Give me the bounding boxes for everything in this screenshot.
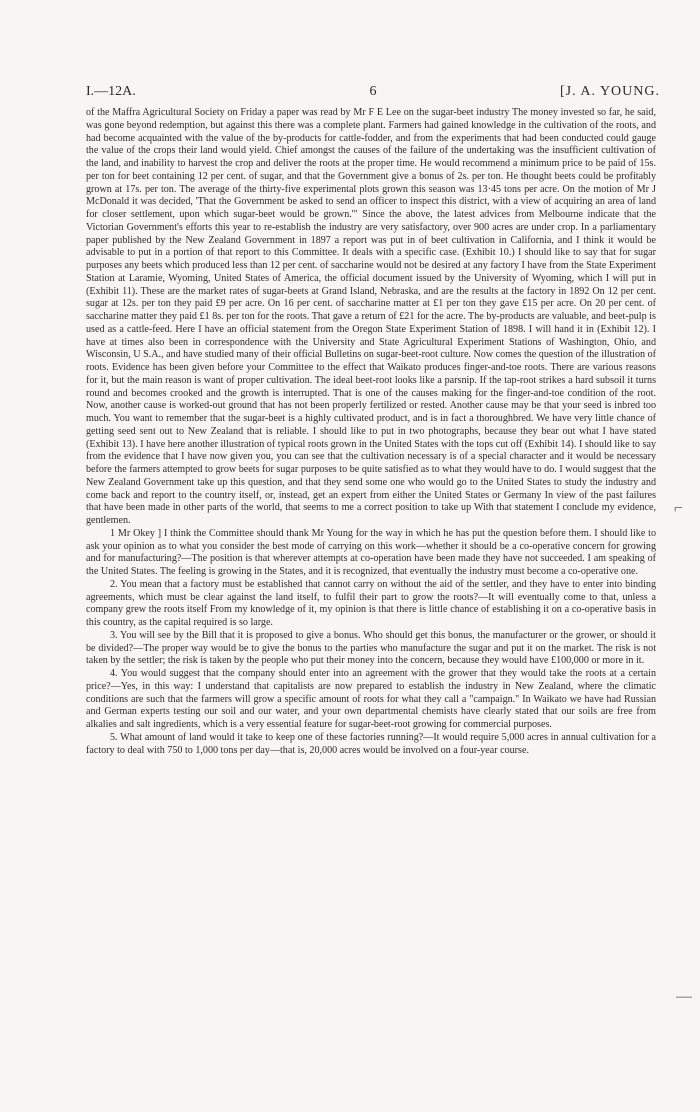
page-header bbox=[86, 84, 660, 104]
question-5: 5. What amount of land would it take to keep one of these factories running?—It would require 5,000 acres in annual cultivation for a factory to deal with 750 to 1,000 tons per day—that is, 20,000 acres would be involved on a four-year course. bbox=[86, 731, 656, 756]
question-1: 1 Mr Okey ] I think the Committee should thank Mr Young for the way in which he has put the question before them. I should like to ask your opinion as to what you consider the best mode of carrying on this work—whether it should be a co-operative concern for growing and for manufacturing?—The position is that wherever attempts at co-operation have been made they have not succeeded. I am speaking of the United States. The feeling is growing in the States, and it is recognized, that eventually the industry must become a co-operative one. bbox=[86, 527, 656, 577]
question-3: 3. You will see by the Bill that it is proposed to give a bonus. Who should get this bonus, the manufacturer or the grower, or should it be divided?—The proper way would be to give the bonus to the parties who manufacture the sugar and put it on the market. The risk is not taken by the settler; the risk is taken by the people who put their money into the concern, because they would have £100,000 or more in it. bbox=[86, 629, 656, 667]
margin-mark: ⌐ bbox=[674, 500, 684, 517]
paper-reference: I.—12A. bbox=[86, 84, 136, 99]
question-4: 4. You would suggest that the company should enter into an agreement with the grower that they would take the roots at a certain price?—Yes, in this way: I understand that capitalists are now prepared to establish the industry in New Zealand, where the climatic conditions are such that the farmers will grow a specific amount of roots for what they call a "campaign." In Waikato we have had Russian and German experts testing our soil and our water, and your own departmental chemists have clearly stated that our soils are free from alkalies and salt ingredients, which is a very essential feature for sugar-beet-root growing for commercial purposes. bbox=[86, 668, 656, 730]
witness-name: [J. A. YOUNG. bbox=[560, 84, 660, 99]
body-text bbox=[86, 107, 656, 757]
page-number: 6 bbox=[369, 84, 377, 99]
evidence-paragraph: of the Maffra Agricultural Society on Friday a paper was read by Mr F E Lee on the sugar-beet industry The money invested so far, he said, was gone beyond redemption, but against this there was a complete plant. Farmers had gained knowledge in the cultivation of the roots, and had become acquainted with the value of the by-products for cattle-fodder, and from the experiments that had been conducted could gauge the value of the crops their land would yield. Chief amongst the causes of the failure of the undertaking was the insufficient cultivation of the land, and inability to harvest the crop and deliver the roots at the proper time. He would recommend a minimum price to be paid of 15s. per ton for beet containing 12 per cent. of sugar, and that the Government give a bonus of 2s. per ton. He thought beets could be profitably grown at 17s. per ton. The average of the thirty-five experimental plots grown this season was 13·45 tons per acre. On the motion of Mr J McDonald it was decided, 'That the Government be asked to send an officer to inspect this district, with a view of acquiring an area of land for closer settlement, upon which sugar-beet would be grown.'" Since the above, the latest advices from Melbourne indicate that the Victorian Government's efforts this year to re-establish the industry are very satisfactory, over 900 acres are under crop. In a parliamentary paper published by the New Zealand Government in 1897 a report was put in of beet cultivation in California, and I think it would be advisable to put in a portion of that report to this Committee. It deals with a specific case. (Exhibit 10.) I should like to say that for sugar purposes any beets which produced less than 12 per cent. of saccharine would not be desired at any factory I have from the State Experiment Station at Laramie, Wyoming, United States of America, the official document issued by the University of Wyoming, which I will put in (Exhibit 11). These are the market rates of sugar-beets at Grand Island, Nebraska, and are the results at the factory in 1892 On 12 per cent. sugar at 12s. per ton they paid £9 per acre. On 16 per cent. of saccharine matter at £1 per ton they gave £15 per acre. On 20 per cent. of saccharine matter they paid £1 8s. per ton for the roots. That gave a return of £21 for the acre. The by-products are valuable, and beet-pulp is used as a cattle-feed. Here I have an official statement from the Oregon State Experiment Station of 1898. I will hand it in (Exhibit 12). I have at times also been in correspondence with the University and State Agricultural Experiment Stations of Washington, Ohio, and Wisconsin, U S.A., and have studied many of their official Bulletins on sugar-beet-root culture. Now comes the question of the illustration of roots. Evidence has been given before your Committee to the effect that Waikato produces finger-and-toe roots. There are various reasons for it, but the main reason is want of proper cultivation. The ideal beet-root looks like a parsnip. If the tap-root strikes a hard subsoil it turns round and becomes crooked and the growth is interrupted. That is one of the causes making for the finger-and-toe condition of the root. Now, another cause is worked-out ground that has not been properly fertilized or rested. Another cause may be that your seed is inbred too much. You want to remember that the sugar-beet is a highly cultivated product, and is in fact a thoroughbred. We have very little chance of getting seed sent out to New Zealand that is reliable. I should like to put in two photographs, because they bear out what I have stated (Exhibit 13). I have here another illustration of typical roots grown in the United States with the tops cut off (Exhibit 14). I should like to say from the evidence that I have now given you, you can see that the cultivation necessary is of a special character and it would be necessary before the farmers attempted to grow beets for sugar purposes to be quite satisfied as to what they would have to do. I would suggest that the New Zealand Government take up this question, and that they send some one who would go to the United States to study the industry and come back and report to the country itself, or, instead, get an expert from either the United States or Germany In view of the past failures that have been made in other parts of the world, that seems to me a correct position to take up With that statement I conclude my evidence, gentlemen. bbox=[86, 107, 656, 526]
question-2: 2. You mean that a factory must be established that cannot carry on without the aid of the settler, and they have to enter into binding agreements, which must be clear against the land itself, to fulfil their part to grow the roots?—It will eventually come to that, unless a company grew the roots itself From my knowledge of it, my opinion is that there is little chance of establishing it on a co-operative basis in this country, as the capital required is so large. bbox=[86, 578, 656, 628]
margin-mark: — bbox=[676, 988, 692, 1005]
